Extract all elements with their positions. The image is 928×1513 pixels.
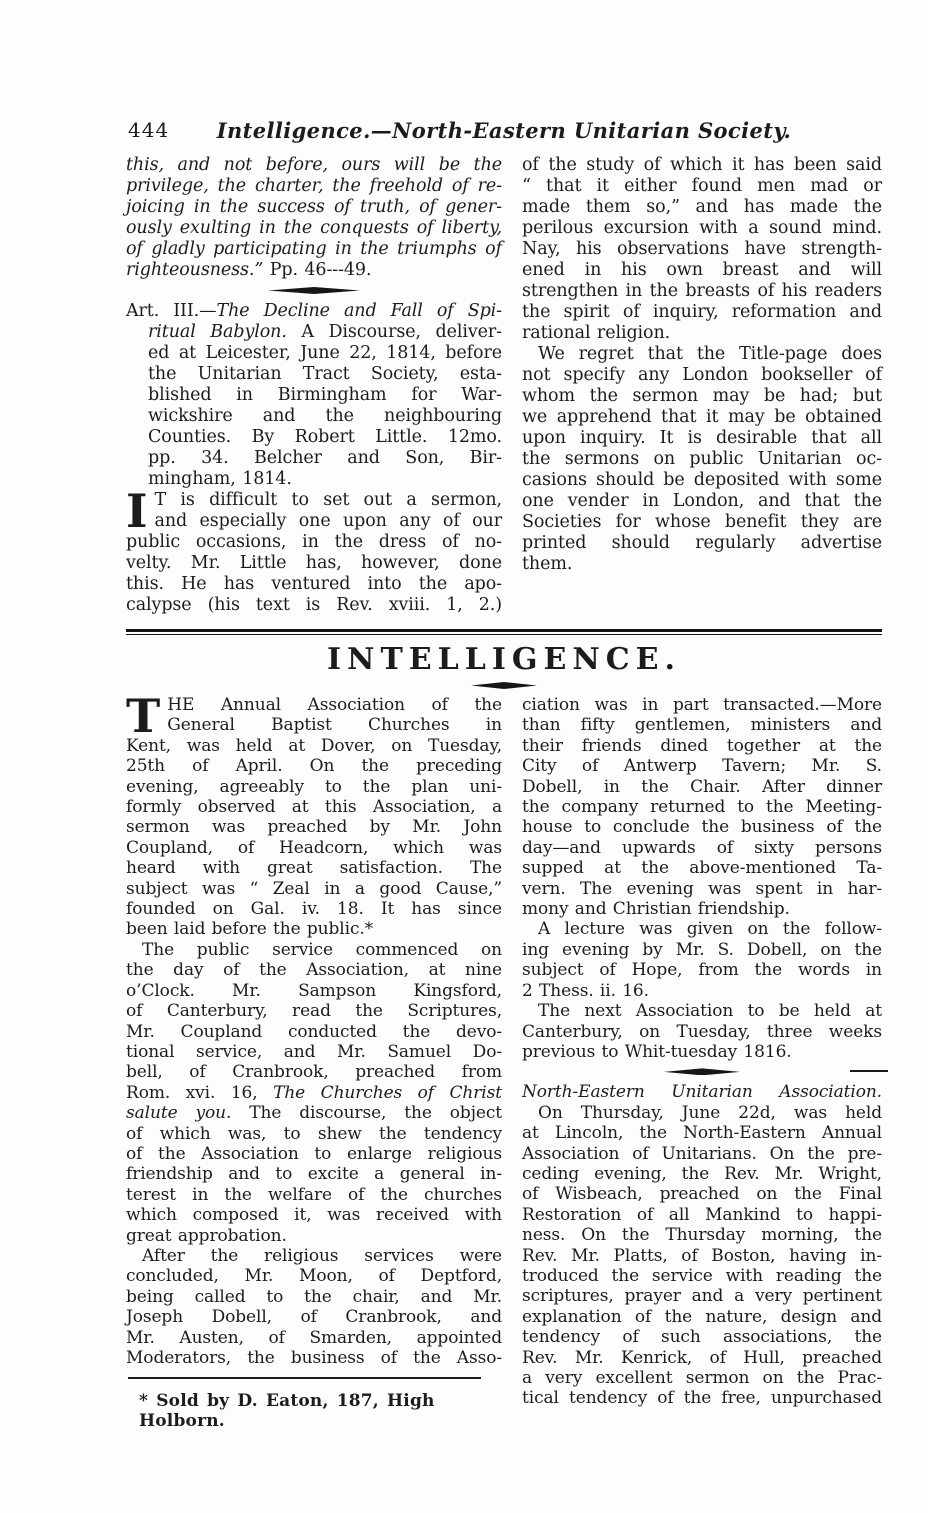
text-line — [126, 385, 502, 406]
text-line — [126, 176, 502, 197]
text-line — [126, 960, 502, 980]
text-line — [126, 155, 502, 176]
text-segment: supped at the above-mentioned Ta- — [522, 858, 882, 879]
text-line — [126, 1124, 502, 1144]
text-segment: not specify any London bookseller of — [522, 365, 882, 385]
text-line — [522, 736, 882, 756]
text-line — [126, 406, 502, 427]
text-segment: house to conclude the business of the — [522, 817, 882, 838]
paragraph — [126, 940, 502, 1246]
text-line — [522, 838, 882, 858]
text-line — [126, 756, 502, 776]
text-line — [126, 695, 502, 715]
text-segment: The next Association to be held at — [538, 1001, 882, 1022]
text-line — [126, 1246, 502, 1266]
text-segment: North-Eastern Unitarian Association. — [522, 1082, 882, 1103]
text-line — [522, 1307, 882, 1327]
text-segment: of which was, to shew the tendency — [126, 1123, 502, 1144]
text-line — [522, 407, 882, 428]
text-line — [126, 490, 502, 511]
text-segment: blished in Birmingham for War- — [148, 385, 502, 405]
text-segment: one vender in London, and that the — [522, 491, 882, 511]
text-line — [126, 817, 502, 837]
text-line — [126, 777, 502, 797]
footnote-rule — [128, 1377, 481, 1379]
swelled-rule-icon — [664, 1068, 740, 1075]
text-segment: a very excellent sermon on the Prac- — [522, 1368, 882, 1388]
text-segment: Rev. Mr. Kenrick, of Hull, preached — [522, 1347, 882, 1368]
text-segment: T is difficult to set out a sermon, — [154, 490, 502, 510]
text-segment: rational religion. — [522, 323, 671, 343]
text-line — [522, 981, 882, 1001]
text-segment: and especially one upon any of our — [154, 511, 502, 531]
text-segment: Mr. Coupland conducted the devo- — [126, 1021, 502, 1042]
text-segment: the sermons on public Unitarian oc- — [522, 449, 882, 469]
swelled-rule-icon — [268, 287, 360, 294]
text-segment: 25th of April. On the preceding — [126, 756, 502, 777]
text-segment: The Decline and Fall of Spi- — [216, 301, 502, 321]
text-segment: A Discourse, deliver- — [286, 322, 502, 342]
text-segment: Restoration of all Mankind to happi- — [522, 1204, 882, 1225]
text-segment: of the Association to enlarge religious — [126, 1143, 502, 1164]
text-line — [522, 512, 882, 533]
text-line — [126, 1001, 502, 1021]
text-line — [522, 365, 882, 386]
text-line — [126, 364, 502, 385]
text-segment: Dobell, in the Chair. After dinner — [522, 776, 882, 797]
text-segment: Rom. xvi. 16, — [126, 1082, 274, 1103]
text-segment: formly observed at this Association, a — [126, 797, 502, 818]
text-line — [522, 1286, 882, 1306]
text-line — [126, 322, 502, 343]
text-segment: ously exulting in the conquests of liberty, — [126, 218, 502, 238]
text-line — [522, 428, 882, 449]
paragraph — [126, 155, 502, 281]
text-segment: casions should be deposited with some — [522, 470, 882, 490]
text-line — [522, 1144, 882, 1164]
paragraph — [522, 919, 882, 1001]
text-segment: HE Annual Association of the — [167, 695, 502, 715]
text-line — [126, 715, 502, 735]
intelligence-left-column — [126, 689, 502, 1432]
text-segment: concluded, Mr. Moon, of Deptford, — [126, 1266, 502, 1287]
text-line — [522, 1327, 882, 1347]
running-title: Intelligence.—North-Eastern Unitarian Society. — [216, 118, 792, 143]
text-segment: wickshire and the neighbouring — [148, 406, 502, 426]
text-segment: mony and Christian friendship. — [522, 899, 790, 920]
text-line — [522, 1225, 882, 1245]
text-segment: salute you. — [126, 1103, 232, 1124]
review-left-column — [126, 155, 502, 616]
page-header — [126, 118, 882, 144]
section-divider-double-rule — [126, 629, 882, 635]
text-segment: been laid before the public.* — [126, 919, 374, 940]
text-line — [126, 427, 502, 448]
text-segment: day—and upwards of sixty persons — [522, 837, 882, 858]
text-line — [126, 448, 502, 469]
page-content — [126, 118, 882, 1431]
text-line — [126, 1185, 502, 1205]
text-line — [126, 1205, 502, 1225]
text-line — [126, 1328, 502, 1348]
text-line — [126, 797, 502, 817]
drop-cap: T — [126, 689, 161, 743]
text-segment: great approbation. — [126, 1225, 287, 1246]
text-segment: which composed it, was received with — [126, 1205, 502, 1226]
text-segment: the day of the Association, at nine — [126, 960, 502, 981]
text-segment: privilege, the charter, the freehold of re- — [126, 176, 502, 196]
text-segment: tendency of such associations, the — [522, 1327, 882, 1348]
text-segment: General Baptist Churches in — [167, 715, 502, 736]
text-line — [126, 553, 502, 574]
text-line — [126, 838, 502, 858]
text-segment: of the study of which it has been said — [522, 155, 882, 175]
text-segment: We regret that the Title-page does — [538, 344, 882, 364]
text-segment: mingham, 1814. — [148, 469, 292, 489]
text-segment: strengthen in the breasts of his readers — [522, 281, 882, 301]
intelligence-left-blocks — [126, 689, 502, 1368]
paragraph — [126, 689, 502, 940]
text-segment: subject was “ Zeal in a good Cause,” — [126, 878, 502, 899]
text-segment: of gladly participating in the triumphs of — [126, 239, 502, 259]
text-line — [522, 470, 882, 491]
text-segment: tional service, and Mr. Samuel Do- — [126, 1041, 502, 1062]
text-line — [522, 940, 882, 960]
paragraph — [522, 1001, 882, 1062]
text-line — [522, 449, 882, 470]
text-segment: upon inquiry. It is desirable that all — [522, 428, 882, 448]
text-segment: subject of Hope, from the words in — [522, 960, 882, 981]
text-segment: public occasions, in the dress of no- — [126, 532, 502, 552]
text-line — [522, 1022, 882, 1042]
text-line — [522, 858, 882, 878]
text-line — [126, 1144, 502, 1164]
text-line — [126, 1042, 502, 1062]
text-segment: ing evening by Mr. S. Dobell, on the — [522, 939, 882, 960]
text-line — [522, 899, 882, 919]
text-segment: the spirit of inquiry, reformation and — [522, 302, 882, 322]
text-segment: troduced the service with reading the — [522, 1265, 882, 1286]
text-segment: velty. Mr. Little has, however, done — [126, 553, 502, 573]
text-line — [522, 281, 882, 302]
paragraph — [126, 301, 502, 490]
text-segment: Kent, was held at Dover, on Tuesday, — [126, 735, 502, 756]
text-line — [522, 302, 882, 323]
text-segment: this, and not before, ours will be the — [126, 155, 502, 175]
text-segment: ness. On the Thursday morning, the — [522, 1225, 882, 1246]
text-line — [126, 532, 502, 553]
text-line — [522, 1184, 882, 1204]
review-section — [126, 155, 882, 616]
text-segment: righteousness.” — [126, 260, 270, 280]
text-segment: friendship and to excite a general in- — [126, 1164, 502, 1185]
text-line — [522, 386, 882, 407]
text-segment: ceding evening, the Rev. Mr. Wright, — [522, 1163, 882, 1184]
text-line — [522, 554, 882, 575]
text-segment: Nay, his observations have strength- — [522, 239, 882, 259]
text-segment: ciation was in part transacted.—More — [522, 695, 882, 715]
text-segment: perilous excursion with a sound mind. — [522, 218, 882, 238]
text-line — [126, 1062, 502, 1082]
text-segment: the company returned to the Meeting- — [522, 797, 882, 818]
text-segment: The discourse, the object — [231, 1103, 502, 1124]
text-line — [522, 197, 882, 218]
text-line — [522, 176, 882, 197]
text-segment: made them so,” and has made the — [522, 197, 882, 217]
text-line — [126, 595, 502, 616]
text-segment: Joseph Dobell, of Cranbrook, and — [126, 1307, 502, 1328]
text-segment: founded on Gal. iv. 18. It has since — [126, 899, 502, 920]
text-line — [126, 879, 502, 899]
text-line — [126, 1287, 502, 1307]
text-segment: them. — [522, 554, 573, 574]
text-line — [522, 1042, 882, 1062]
text-line — [126, 940, 502, 960]
text-line — [522, 491, 882, 512]
text-segment: tical tendency of the free, unpurchased — [522, 1388, 882, 1409]
text-line — [126, 574, 502, 595]
text-line — [126, 1266, 502, 1286]
text-line — [522, 1388, 882, 1408]
text-line — [126, 511, 502, 532]
intelligence-heading: INTELLIGENCE. — [327, 642, 681, 677]
text-line — [126, 736, 502, 756]
drop-cap: I — [126, 484, 148, 538]
text-segment: the Unitarian Tract Society, esta- — [148, 364, 502, 384]
text-line — [126, 1348, 502, 1368]
text-segment: ritual Babylon. — [148, 322, 287, 342]
text-line — [126, 260, 502, 281]
text-line — [522, 1246, 882, 1266]
text-segment: pp. 34. Belcher and Son, Bir- — [148, 448, 502, 468]
text-segment: their friends dined together at the — [522, 735, 882, 756]
paragraph — [522, 344, 882, 575]
text-line — [522, 1205, 882, 1225]
text-line — [126, 469, 502, 490]
heading-ornament — [126, 682, 882, 689]
text-segment: sermon was preached by Mr. John — [126, 817, 502, 838]
text-segment: City of Antwerp Tavern; Mr. S. — [522, 756, 882, 777]
text-line — [126, 1022, 502, 1042]
text-segment: ened in his own breast and will — [522, 260, 882, 280]
text-segment: vern. The evening was spent in har- — [522, 878, 882, 899]
footnote-text: * Sold by D. Eaton, 187, High Holborn. — [139, 1391, 435, 1432]
text-line — [522, 1103, 882, 1123]
text-line — [126, 858, 502, 878]
paragraph — [522, 155, 882, 344]
text-line — [522, 1266, 882, 1286]
text-segment: whom the sermon may be had; but — [522, 386, 882, 406]
text-segment: Art. III.— — [126, 301, 217, 321]
text-line — [126, 981, 502, 1001]
text-line — [522, 1001, 882, 1021]
text-line — [522, 533, 882, 554]
text-segment: at Lincoln, the North-Eastern Annual — [522, 1123, 882, 1144]
text-segment: “ that it either found men mad or — [522, 176, 882, 196]
text-line — [522, 817, 882, 837]
text-segment: Canterbury, on Tuesday, three weeks — [522, 1021, 882, 1042]
text-line — [522, 1082, 882, 1102]
text-line — [522, 1123, 882, 1143]
text-line — [126, 301, 502, 322]
text-line — [522, 1348, 882, 1368]
intelligence-right-column — [522, 695, 882, 1409]
text-segment: o’Clock. Mr. Sampson Kingsford, — [126, 980, 502, 1001]
text-line — [522, 797, 882, 817]
intelligence-section — [126, 689, 882, 1432]
text-line — [126, 1103, 502, 1123]
text-segment: On Thursday, June 22d, was held — [538, 1102, 882, 1123]
text-segment: than fifty gentlemen, ministers and — [522, 715, 882, 736]
text-line — [522, 218, 882, 239]
text-segment: calypse (his text is Rev. xviii. 1, 2.) — [126, 595, 502, 615]
text-line — [126, 218, 502, 239]
subsection-heading — [522, 1082, 882, 1102]
text-segment: this. He has ventured into the apo- — [126, 574, 502, 594]
swelled-rule-icon — [471, 682, 537, 689]
text-segment: being called to the chair, and Mr. — [126, 1286, 502, 1307]
text-line — [522, 1164, 882, 1184]
text-segment: A lecture was given on the follow- — [538, 919, 882, 940]
divider-ornament — [126, 287, 502, 294]
paragraph — [522, 695, 882, 919]
text-line — [522, 695, 882, 715]
text-segment: heard with great satisfaction. The — [126, 858, 502, 879]
text-line — [522, 960, 882, 980]
text-segment: The Churches of Christ — [273, 1082, 502, 1103]
paragraph — [126, 1246, 502, 1368]
text-line — [126, 239, 502, 260]
paragraph — [126, 484, 502, 616]
text-line — [522, 756, 882, 776]
text-segment: joicing in the success of truth, of gener- — [126, 197, 502, 217]
text-line — [126, 899, 502, 919]
text-line — [522, 155, 882, 176]
text-line — [522, 715, 882, 735]
text-line — [522, 260, 882, 281]
text-line — [126, 1164, 502, 1184]
text-segment: printed should regularly advertise — [522, 533, 882, 553]
text-segment: we apprehend that it may be obtained — [522, 407, 882, 427]
text-line — [522, 323, 882, 344]
text-segment: of Wisbeach, preached on the Final — [522, 1184, 882, 1205]
text-segment: bell, of Cranbrook, preached from — [126, 1062, 502, 1083]
text-line — [522, 239, 882, 260]
text-line — [522, 344, 882, 365]
text-segment: After the religious services were — [142, 1245, 502, 1266]
text-segment: evening, agreeably to the plan uni- — [126, 776, 502, 797]
text-line — [126, 1083, 502, 1103]
text-segment: previous to Whit-tuesday 1816. — [522, 1041, 792, 1062]
review-right-column — [522, 155, 882, 575]
text-segment: The public service commenced on — [142, 939, 502, 960]
text-line — [126, 1307, 502, 1327]
text-segment: Coupland, of Headcorn, which was — [126, 837, 502, 858]
text-segment: explanation of the nature, design and — [522, 1306, 882, 1327]
page-number: 444 — [128, 118, 170, 142]
text-segment: Association of Unitarians. On the pre- — [522, 1143, 882, 1164]
text-line — [522, 777, 882, 797]
text-segment: Moderators, the business of the Asso- — [126, 1348, 502, 1368]
text-segment: 2 Thess. ii. 16. — [522, 980, 649, 1001]
text-line — [126, 1226, 502, 1246]
paragraph — [522, 1103, 882, 1409]
text-segment: Pp. 46---49. — [269, 260, 372, 280]
footnote — [126, 1377, 502, 1431]
text-segment: of Canterbury, read the Scriptures, — [126, 1001, 502, 1022]
text-line — [126, 197, 502, 218]
text-segment: Mr. Austen, of Smarden, appointed — [126, 1327, 502, 1348]
text-line — [522, 1368, 882, 1388]
text-segment: Societies for whose benefit they are — [522, 512, 882, 532]
text-line — [126, 919, 502, 939]
text-line — [126, 343, 502, 364]
text-line — [522, 879, 882, 899]
text-segment: scriptures, prayer and a very pertinent — [522, 1286, 882, 1307]
text-segment: ed at Leicester, June 22, 1814, before — [148, 343, 502, 363]
text-segment: terest in the welfare of the churches — [126, 1184, 502, 1205]
text-segment: Counties. By Robert Little. 12mo. — [148, 427, 502, 447]
text-segment: Rev. Mr. Platts, of Boston, having in- — [522, 1245, 882, 1266]
text-line — [522, 919, 882, 939]
divider-ornament — [522, 1068, 882, 1075]
